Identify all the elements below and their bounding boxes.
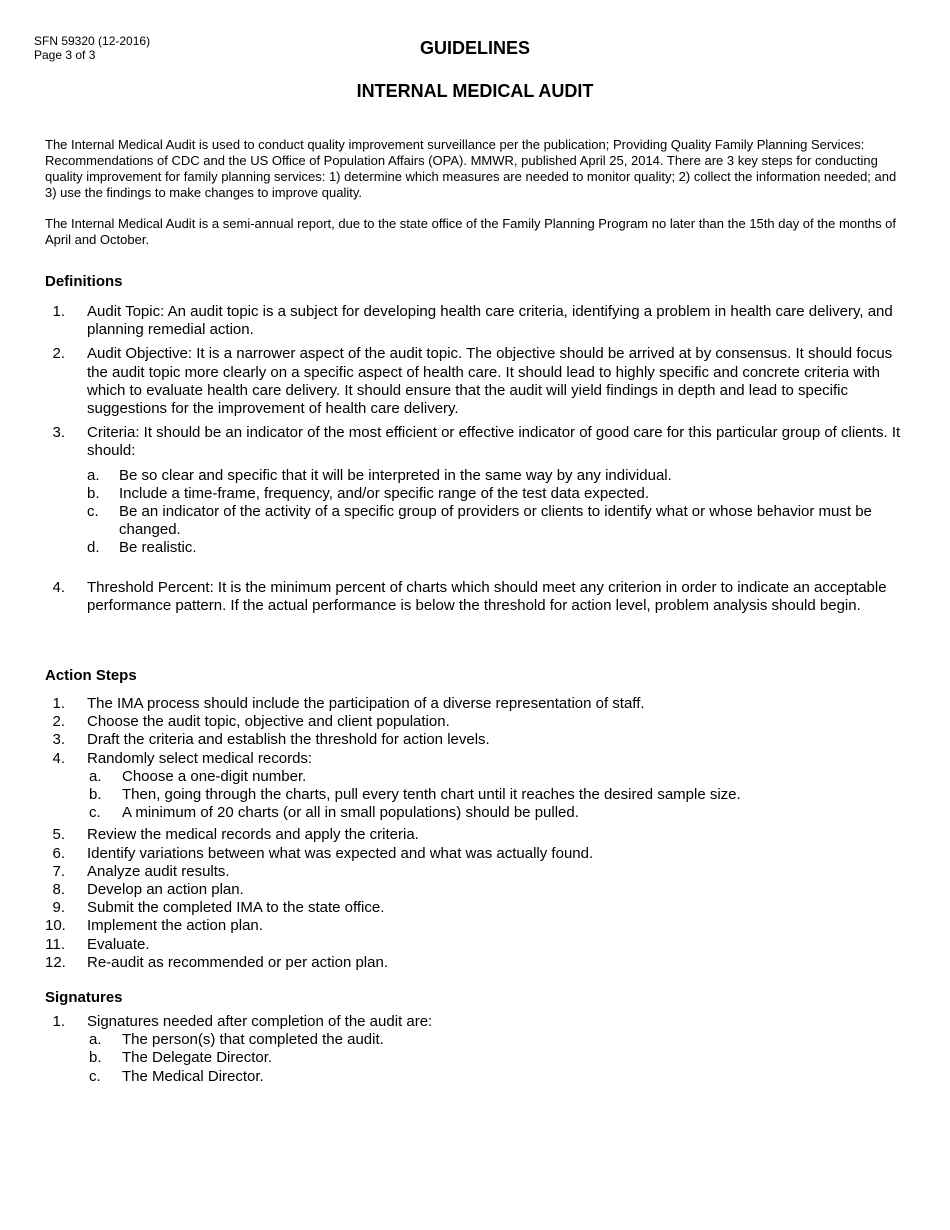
criteria-subitem: [87, 467, 907, 485]
step-text: Analyze audit results.: [87, 862, 230, 880]
subitem-letter: b.: [89, 1049, 102, 1067]
subitem-letter: c.: [89, 804, 101, 822]
criteria-subitem: [87, 539, 907, 557]
signatures-list: [45, 1013, 907, 1086]
action-step: [45, 881, 907, 899]
intro-paragraph-2: The Internal Medical Audit is a semi-annual report, due to the state office of the Family Planning Program no later than the 15th day of the months of April and October.: [45, 216, 897, 247]
signature-text: Signatures needed after completion of the audit are:: [87, 1013, 433, 1030]
action-step: [45, 826, 907, 844]
subitem-text: The Delegate Director.: [122, 1049, 273, 1067]
step-text: Identify variations between what was expected and what was actually found.: [87, 844, 594, 862]
records-subitem: [87, 804, 907, 822]
subitem-text: A minimum of 20 charts (or all in small populations) should be pulled.: [122, 804, 579, 822]
step-number: 1.: [52, 695, 65, 712]
subitem-text: Be realistic.: [119, 539, 197, 557]
page-subtitle: INTERNAL MEDICAL AUDIT: [356, 81, 594, 101]
definition-number: 4.: [52, 578, 65, 596]
action-step: [45, 917, 907, 935]
step-text: Randomly select medical records:: [87, 749, 313, 767]
definitions-heading: Definitions: [45, 273, 123, 290]
step-text: Develop an action plan.: [87, 881, 244, 899]
records-subitem: [87, 786, 907, 804]
action-step: [45, 845, 907, 863]
criteria-sublist: [87, 467, 907, 558]
definition-number: 2.: [52, 345, 65, 363]
page-title: GUIDELINES: [419, 38, 530, 58]
definition-item: [45, 424, 907, 557]
form-number: SFN 59320 (12-2016): [34, 34, 151, 48]
subitem-text: Be so clear and specific that it will be interpreted in the same way by any individual.: [119, 466, 672, 484]
step-text: Review the medical records and apply the criteria.: [87, 826, 419, 844]
records-subitem: [87, 768, 907, 786]
definition-number: 3.: [52, 424, 65, 442]
step-number: 11.: [45, 935, 65, 953]
step-number: 10.: [45, 917, 66, 935]
subitem-text: Be an indicator of the activity of a specific group of providers or clients to identify what or whose behavior must be changed.: [119, 503, 872, 539]
criteria-subitem: [87, 485, 907, 503]
definition-item: [45, 303, 907, 339]
step-text: Choose the audit topic, objective and client population.: [87, 713, 450, 731]
step-text: The IMA process should include the participation of a diverse representation of staff.: [87, 695, 645, 712]
subitem-letter: c.: [87, 503, 99, 521]
subitem-letter: b.: [89, 786, 102, 804]
subitem-letter: b.: [87, 484, 100, 502]
subitem-letter: a.: [89, 767, 102, 785]
signature-number: 1.: [52, 1013, 65, 1030]
subitem-text: The Medical Director.: [122, 1067, 264, 1085]
action-step: [45, 936, 907, 954]
step-number: 4.: [52, 749, 65, 767]
criteria-subitem: [87, 503, 907, 539]
subitem-text: Then, going through the charts, pull every tenth chart until it reaches the desired sample size.: [122, 786, 741, 804]
definition-text: Criteria: It should be an indicator of the most efficient or effective indicator of good care for this particular group of clients. It should:: [87, 424, 901, 460]
intro-paragraph-1: The Internal Medical Audit is used to conduct quality improvement surveillance per the publication; Providing Quality Family Planning Services: Recommendations of CDC and the US Office of Population Affairs (OPA). MMWR, published April 25, 2014. There are 3 key steps for conducting quality improvement for family planning services: 1) determine which measures are needed to monitor quality; 2) collect the information needed; and 3) use the findings to make changes to improve quality.: [45, 137, 897, 200]
step-number: 3.: [52, 731, 65, 749]
subitem-text: The person(s) that completed the audit.: [122, 1031, 384, 1049]
signatures-heading: Signatures: [45, 989, 123, 1006]
step-text: Draft the criteria and establish the threshold for action levels.: [87, 731, 490, 749]
action-step: [45, 899, 907, 917]
action-step: [45, 713, 907, 731]
step-number: 5.: [52, 826, 65, 844]
step-text: Submit the completed IMA to the state office.: [87, 899, 385, 917]
signatures-sublist: [87, 1031, 907, 1086]
signatures-subitem: [87, 1068, 907, 1086]
action-step: [45, 863, 907, 881]
signatures-subitem: [87, 1049, 907, 1067]
step-text: Implement the action plan.: [87, 917, 263, 935]
definition-text: Threshold Percent: It is the minimum percent of charts which should meet any criterion in order to indicate an acceptable performance pattern. If the actual performance is below the threshold for action level, problem analysis should begin.: [87, 578, 887, 614]
action-steps-heading: Action Steps: [45, 667, 137, 684]
action-step: [45, 731, 907, 749]
step-number: 8.: [52, 881, 65, 899]
subitem-text: Include a time-frame, frequency, and/or specific range of the test data expected.: [119, 484, 650, 502]
signature-item: [45, 1013, 907, 1086]
definition-text: Audit Topic: An audit topic is a subject for developing health care criteria, identifying a problem in health care delivery, and planning remedial action.: [87, 303, 893, 339]
step-text: Evaluate.: [87, 935, 150, 953]
subitem-letter: a.: [87, 466, 100, 484]
step-number: 6.: [52, 844, 65, 862]
step-number: 12.: [45, 953, 66, 971]
action-step: [45, 695, 907, 713]
action-steps-list: [45, 695, 907, 972]
definition-number: 1.: [52, 303, 65, 320]
records-sublist: [87, 768, 907, 823]
signatures-subitem: [87, 1031, 907, 1049]
subitem-letter: c.: [89, 1067, 101, 1085]
step-number: 7.: [52, 862, 65, 880]
step-number: 9.: [52, 899, 65, 917]
page-number: Page 3 of 3: [34, 48, 96, 62]
definition-text: Audit Objective: It is a narrower aspect of the audit topic. The objective should be arrived at by consensus. It should focus the audit topic more clearly on a specific aspect of health care. It should lead to highly specific and concrete criteria with which to evaluate health care delivery. It should ensure that the audit will yield findings in depth and lead to specific suggestions for the improvement of health care delivery.: [87, 345, 893, 418]
definition-item: [45, 579, 907, 615]
definition-item: [45, 345, 907, 418]
action-step: [45, 954, 907, 972]
subitem-text: Choose a one-digit number.: [122, 767, 307, 785]
definitions-list: [45, 303, 907, 615]
subitem-letter: a.: [89, 1031, 102, 1049]
subitem-letter: d.: [87, 539, 100, 557]
step-text: Re-audit as recommended or per action plan.: [87, 953, 388, 971]
step-number: 2.: [52, 713, 65, 731]
action-step: [45, 750, 907, 823]
